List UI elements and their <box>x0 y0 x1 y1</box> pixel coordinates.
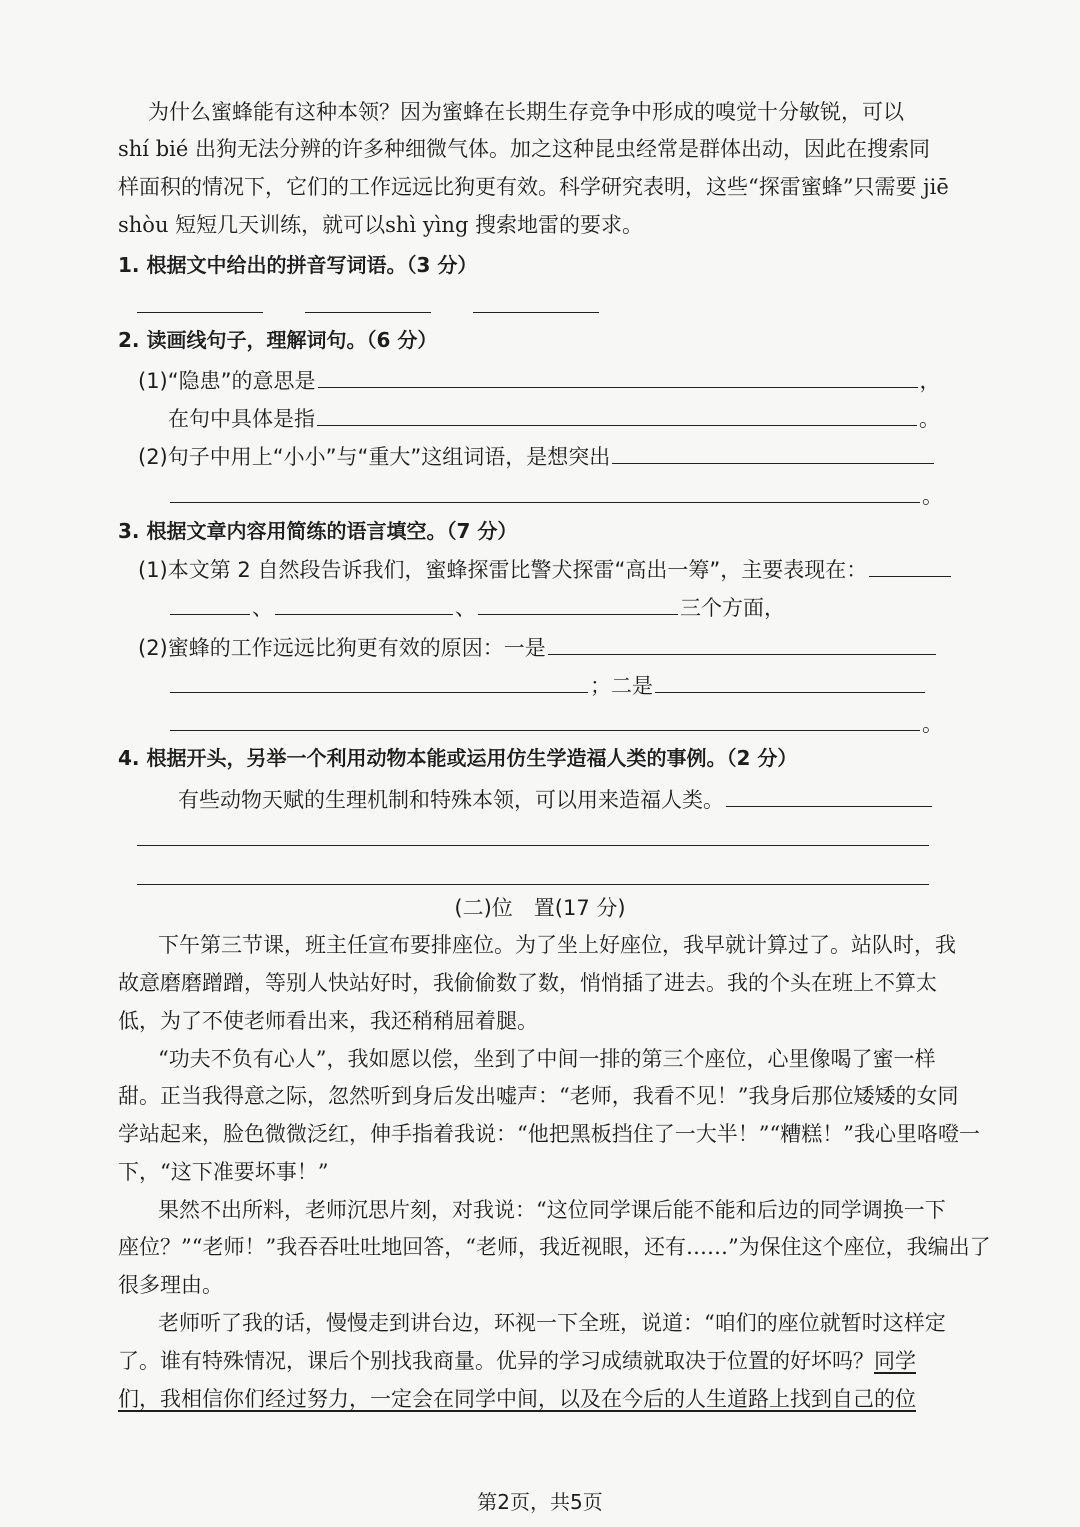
q4-lead: 有些动物天赋的生理机制和特殊本领，可以用来造福人类。 <box>178 788 724 812</box>
passage1-line-3: 样面积的情况下，它们的工作远远比狗更有效。科学研究表明，这些“探雷蜜蜂”只需要 jiē <box>118 175 949 199</box>
question-4-title: 4. 根据开头，另举一个利用动物本能或运用仿生学造福人类的事例。（2 分） <box>118 746 798 770</box>
underlined-sentence-end: 自己的位 <box>832 1387 916 1411</box>
question-3-title: 3. 根据文章内容用简练的语言填空。（7 分） <box>118 519 518 543</box>
q2-part2-line <box>138 441 958 472</box>
question-2-title: 2. 读画线句子，理解词句。（6 分） <box>118 328 438 352</box>
passage2-a2: 故意磨磨蹭蹭，等别人快站好时，我偷偷数了数，悄悄插了进去。我的个头在班上不算太 <box>118 971 937 995</box>
passage2-b3: 学站起来，脸色微微泛红，伸手指着我说：“他把黑板挡住了一大半！”“糟糕！”我心里咯噔一 <box>118 1122 980 1146</box>
passage2-a1: 下午第三节课，班主任宣布要排座位。为了坐上好座位，我早就计算过了。站队时，我 <box>158 933 956 957</box>
q2-part1b-blank[interactable] <box>317 403 917 426</box>
q3-part2-mid: ；二是 <box>590 674 653 698</box>
q3-part2-end-line <box>168 708 988 739</box>
question-1-title: 1. 根据文中给出的拼音写词语。（3 分） <box>118 253 478 277</box>
q2-part1-blank[interactable] <box>318 365 918 388</box>
q4-blank-1[interactable] <box>726 784 932 807</box>
q3-part1-end: 三个方面， <box>680 596 785 620</box>
passage2-d1: 老师听了我的话，慢慢走到讲台边，环视一下全班，说道：“咱们的座位就暂时这样定 <box>158 1311 946 1335</box>
q1-answer-blank-2[interactable] <box>305 312 431 313</box>
passage2-d3 <box>118 1384 938 1414</box>
passage2-a3: 低，为了不使老师看出来，我还稍稍屈着腿。 <box>118 1009 538 1033</box>
q3-part2-punct: 。 <box>922 712 943 736</box>
q2-part1-line <box>138 365 958 396</box>
q3-sep-2: 、 <box>455 596 476 620</box>
q1-answer-blank-3[interactable] <box>473 312 599 313</box>
passage2-c1: 果然不出所料，老师沉思片刻，对我说：“这位同学课后能不能和后边的同学调换一下 <box>158 1198 946 1222</box>
q3-part2-label: (2)蜜蜂的工作远远比狗更有效的原因：一是 <box>138 636 546 660</box>
underlined-sentence-start: 同学 <box>874 1349 916 1373</box>
q1-answer-blank-1[interactable] <box>137 312 263 313</box>
q3-part1-line <box>138 554 958 585</box>
q2-part2-blank[interactable] <box>612 441 934 464</box>
q3-part2-blank-1[interactable] <box>548 632 936 655</box>
q3-part1-blank-1[interactable] <box>869 554 951 577</box>
passage1-line-4: shòu 短短几天训练，就可以shì yìng 搜索地雷的要求。 <box>118 213 644 237</box>
passage2-b2: 甜。正当我得意之际，忽然听到身后发出嘘声：“老师，我看不见！”我身后那位矮矮的女同 <box>118 1084 959 1108</box>
passage1-line-2: shí bié 出狗无法分辨的许多种细微气体。加之这种昆虫经常是群体出动，因此在搜索同 <box>118 137 930 161</box>
q3-part1-blank-3[interactable] <box>478 592 678 615</box>
q2-part1-punct: ， <box>919 369 941 393</box>
q2-part2-cont-line <box>168 480 988 511</box>
passage2-d2-text: 了。谁有特殊情况，课后个别找我商量。优异的学习成绩就取决于位置的好坏吗？ <box>118 1349 874 1373</box>
q3-part2-line <box>138 632 958 663</box>
q2-part2-punct: 。 <box>922 484 943 508</box>
q2-part1b-punct: 。 <box>919 407 940 431</box>
passage2-b1: “功夫不负有心人”，我如愿以偿，坐到了中间一排的第三个座位，心里像喝了蜜一样 <box>158 1047 936 1071</box>
q3-part2-cont-line <box>168 670 988 701</box>
passage2-d2 <box>118 1346 938 1376</box>
passage2-c2: 座位？”“老师！”我吞吞吐吐地回答，“老师，我近视眼，还有……”为保住这个座位，我编出了 <box>118 1235 991 1259</box>
passage1-line-1: 为什么蜜蜂能有这种本领？因为蜜蜂在长期生存竞争中形成的嗅觉十分敏锐，可以 <box>148 100 904 124</box>
q2-part1-label: (1)“隐患”的意思是 <box>138 369 316 393</box>
passage2-c3: 很多理由。 <box>118 1273 223 1297</box>
q2-part2-blank-2[interactable] <box>170 480 920 503</box>
q3-part1-blank-1b[interactable] <box>170 592 250 615</box>
q4-blank-2[interactable] <box>137 845 929 846</box>
q2-part2-label: (2)句子中用上“小小”与“重大”这组词语，是想突出 <box>138 445 611 469</box>
q3-part2-blank-2b[interactable] <box>170 708 920 731</box>
q3-sep-1: 、 <box>252 596 273 620</box>
q3-part2-blank-2[interactable] <box>655 670 925 693</box>
underlined-sentence-mid: 们，我相信你们经过努力，一定会在同学中间，以及在今后的人生道路上找到 <box>118 1387 832 1411</box>
q2-part1b-label: 在句中具体是指 <box>168 407 315 431</box>
section-2-title: (二)位 置(17 分) <box>454 896 626 920</box>
q3-part1-label: (1)本文第 2 自然段告诉我们，蜜蜂探雷比警犬探雷“高出一筹”，主要表现在： <box>138 558 868 582</box>
q4-blank-3[interactable] <box>137 884 929 885</box>
q3-part1-cont-line <box>168 592 988 623</box>
q4-lead-line <box>178 784 998 815</box>
q3-part2-blank-1b[interactable] <box>170 670 588 693</box>
passage2-b4: 下，“这下准要坏事！” <box>118 1160 329 1184</box>
q3-part1-blank-2[interactable] <box>275 592 453 615</box>
page-number: 第2页，共5页 <box>477 1490 603 1514</box>
q2-part1b-line <box>168 403 988 434</box>
